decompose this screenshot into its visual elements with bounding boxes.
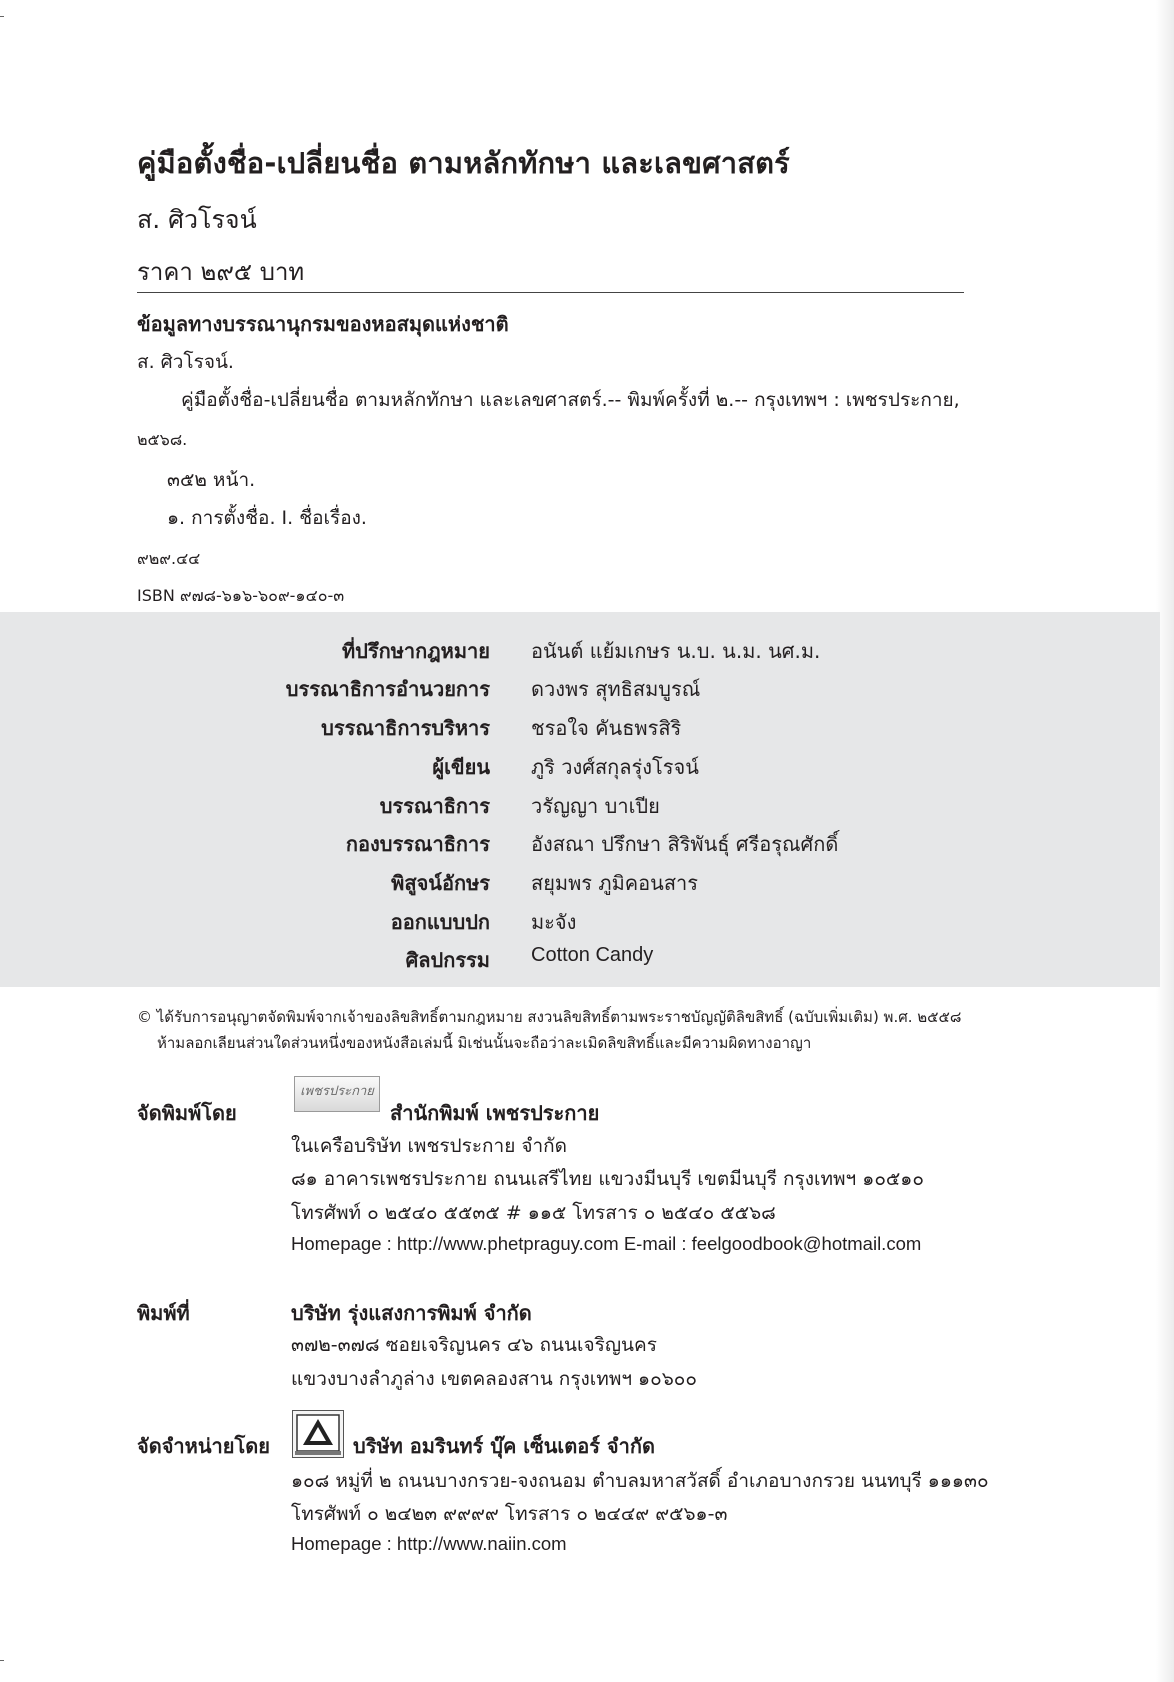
cip-classification: ๙๒๙.๔๔ <box>137 549 201 568</box>
copyright-line: © ได้รับการอนุญาตจัดพิมพ์จากเจ้าของลิขสิทธิ์ตามกฎหมาย สงวนลิขสิทธิ์ตามพระราชบัญญัติลิขสิทธิ์ (ฉบับเพิ่มเติม) พ.ศ. ๒๕๕๘ <box>137 1008 962 1026</box>
credit-role: ผู้เขียน <box>432 755 490 779</box>
credits-panel <box>0 612 1160 987</box>
credit-row <box>0 745 1160 783</box>
distributor-address: ๑๐๘ หมู่ที่ ๒ ถนนบางกรวย-จงถนอม ตำบลมหาสวัสดิ์ อำเภอบางกรวย นนทบุรี ๑๑๑๓๐ <box>291 1470 989 1492</box>
publisher-phone: โทรศัพท์ ๐ ๒๕๔๐ ๕๕๓๕ # ๑๑๕ โทรสาร ๐ ๒๕๔๐ ๕๕๖๘ <box>291 1202 776 1224</box>
credit-name: ภูริ วงศ์สกุลรุ่งโรจน์ <box>531 755 699 779</box>
book-title: คู่มือตั้งชื่อ-เปลี่ยนชื่อ ตามหลักทักษา และเลขศาสตร์ <box>137 146 790 180</box>
distributor-web: Homepage : http://www.naiin.com <box>291 1533 567 1554</box>
credit-row <box>0 822 1160 860</box>
credit-role: บรรณาธิการอำนวยการ <box>285 677 490 701</box>
credit-name: สยุมพร ภูมิคอนสาร <box>531 871 699 895</box>
credit-role: บรรณาธิการ <box>379 794 490 818</box>
publisher-address: ๘๑ อาคารเพชรประกาย ถนนเสรีไทย แขวงมีนบุรี เขตมีนบุรี กรุงเทพฯ ๑๐๕๑๐ <box>291 1168 924 1190</box>
credit-row <box>0 900 1160 938</box>
credit-name: ชรอใจ คันธพรสิริ <box>531 716 682 740</box>
cip-heading: ข้อมูลทางบรรณานุกรมของหอสมุดแห่งชาติ <box>137 312 509 336</box>
cip-title-line: คู่มือตั้งชื่อ-เปลี่ยนชื่อ ตามหลักทักษา และเลขศาสตร์.-- พิมพ์ครั้งที่ ๒.-- กรุงเทพฯ : เพชรประกาย, <box>181 389 960 411</box>
printer-name: บริษัท รุ่งแสงการพิมพ์ จำกัด <box>291 1301 532 1325</box>
publisher-web: Homepage : http://www.phetpraguy.com E-mail : feelgoodbook@hotmail.com <box>291 1233 922 1254</box>
printer-label: พิมพ์ที่ <box>137 1301 190 1325</box>
credit-name: Cotton Candy <box>531 944 654 966</box>
credit-role: ที่ปรึกษากฎหมาย <box>342 639 490 663</box>
credit-row <box>0 667 1160 705</box>
credit-role: ศิลปกรรม <box>405 948 490 972</box>
book-price: ราคา ๒๙๕ บาท <box>137 258 305 286</box>
distributor-phone: โทรศัพท์ ๐ ๒๔๒๓ ๙๙๙๙ โทรสาร ๐ ๒๔๔๙ ๙๕๖๑-๓ <box>291 1503 728 1525</box>
crop-mark-bottom <box>0 1660 4 1661</box>
copyright-line: ห้ามลอกเลียนส่วนใดส่วนหนึ่งของหนังสือเล่มนี้ มิเช่นนั้นจะถือว่าละเมิดลิขสิทธิ์และมีความผิดทางอาญา <box>157 1034 812 1052</box>
amarin-logo-icon <box>292 1410 344 1458</box>
crop-mark-top <box>0 16 4 17</box>
book-author: ส. ศิวโรจน์ <box>137 205 257 234</box>
credit-role: พิสูจน์อักษร <box>391 871 490 895</box>
credit-name: อนันต์ แย้มเกษร น.บ. น.ม. นศ.ม. <box>531 639 821 663</box>
cip-pages: ๓๕๒ หน้า. <box>167 469 256 491</box>
cip-author: ส. ศิวโรจน์. <box>137 351 234 373</box>
credit-name: ดวงพร สุทธิสมบูรณ์ <box>531 677 701 701</box>
cip-subject: ๑. การตั้งชื่อ. I. ชื่อเรื่อง. <box>167 507 367 529</box>
distributor-label: จัดจำหน่ายโดย <box>137 1434 270 1458</box>
credit-name: มะจัง <box>531 910 577 934</box>
printer-address-2: แขวงบางลำภูล่าง เขตคลองสาน กรุงเทพฯ ๑๐๖๐๐ <box>291 1368 697 1390</box>
credit-row <box>0 784 1160 822</box>
divider-line <box>137 292 964 293</box>
publisher-logo: เพชรประกาย <box>294 1076 380 1112</box>
credit-role: ออกแบบปก <box>390 910 490 934</box>
publisher-name: สำนักพิมพ์ เพชรประกาย <box>390 1101 600 1125</box>
distributor-name: บริษัท อมรินทร์ บุ๊ค เซ็นเตอร์ จำกัด <box>353 1434 655 1458</box>
credit-row <box>0 861 1160 899</box>
credit-row <box>0 706 1160 744</box>
publisher-company: ในเครือบริษัท เพชรประกาย จำกัด <box>291 1135 568 1157</box>
cip-year: ๒๕๖๘. <box>137 430 188 449</box>
printer-address-1: ๓๗๒-๓๗๘ ซอยเจริญนคร ๔๖ ถนนเจริญนคร <box>291 1334 657 1356</box>
credit-role: กองบรรณาธิการ <box>345 832 490 856</box>
credit-name: วรัญญา บาเปีย <box>531 794 660 818</box>
credit-row <box>0 938 1160 976</box>
credit-name: อังสณา ปรึกษา สิริพันธุ์ ศรีอรุณศักดิ์ <box>531 832 839 856</box>
cip-isbn: ISBN ๙๗๘-๖๑๖-๖๐๙-๑๔๐-๓ <box>137 586 345 605</box>
publisher-label: จัดพิมพ์โดย <box>137 1101 237 1125</box>
credit-row <box>0 629 1160 667</box>
copyright-notice <box>137 1004 961 1056</box>
credit-role: บรรณาธิการบริหาร <box>321 716 490 740</box>
